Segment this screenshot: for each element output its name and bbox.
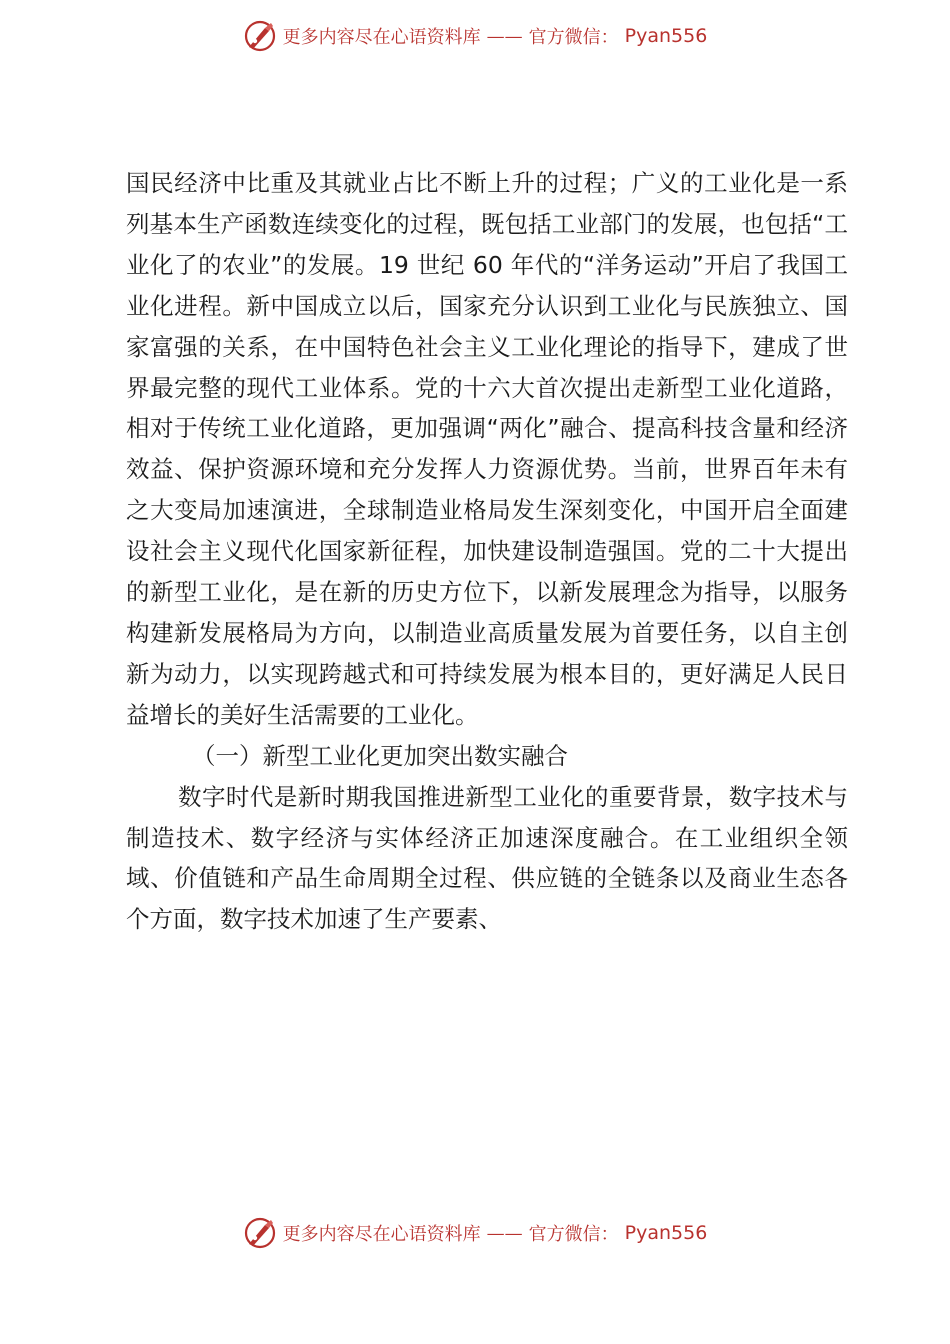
watermark-text: 更多内容尽在心语资料库 — [282, 1224, 481, 1245]
body-paragraph-2: 数字时代是新时期我国推进新型工业化的重要背景，数字技术与制造技术、数字经济与实体经济正加速深度融合。在工业组织全领域、价值链和产品生命周期全过程、供应链的全链条以及商业生态各个方面，数字技术加速了生产要素、 — [126, 782, 848, 934]
watermark-text: 更多内容尽在心语资料库 — [282, 27, 481, 48]
watermark-wechat-label: 官方微信： — [528, 27, 619, 48]
watermark-wechat-label: 官方微信： — [528, 1224, 619, 1245]
watermark-wechat-id: Pyan556 — [624, 1222, 708, 1244]
section-heading: （一）新型工业化更加突出数实融合 — [192, 741, 568, 770]
footer-watermark — [0, 1213, 950, 1253]
watermark-separator: —— — [486, 1222, 523, 1244]
watermark-separator: —— — [486, 25, 523, 47]
document-body — [126, 163, 848, 940]
watermark-wechat-id: Pyan556 — [624, 25, 708, 47]
body-paragraph-1: 国民经济中比重及其就业占比不断上升的过程；广义的工业化是一系列基本生产函数连续变化的过程，既包括工业部门的发展，也包括“工业化了的农业”的发展。19 世纪 60 年代的“洋务运动”开启了我国工业化进程。新中国成立以后，国家充分认识到工业化与民族独立、国家富强的关系，在中国特色社会主义工业化理论的指导下，建成了世界最完整的现代工业体系。党的十六大首次提出走新型工业化道路，相对于传统工业化道路，更加强调“两化”融合、提高科技含量和经济效益、保护资源环境和充分发挥人力资源优势。当前，世界百年未有之大变局加速演进，全球制造业格局发生深刻变化，中国开启全面建设社会主义现代化国家新征程，加快建设制造强国。党的二十大提出的新型工业化，是在新的历史方位下，以新发展理念为指导，以服务构建新发展格局为方向，以制造业高质量发展为首要任务，以自主创新为动力，以实现跨越式和可持续发展为根本目的，更好满足人民日益增长的美好生活需要的工业化。 — [126, 169, 848, 729]
header-watermark — [0, 16, 950, 56]
pen-logo-icon — [243, 19, 277, 53]
pen-logo-icon — [243, 1216, 277, 1250]
